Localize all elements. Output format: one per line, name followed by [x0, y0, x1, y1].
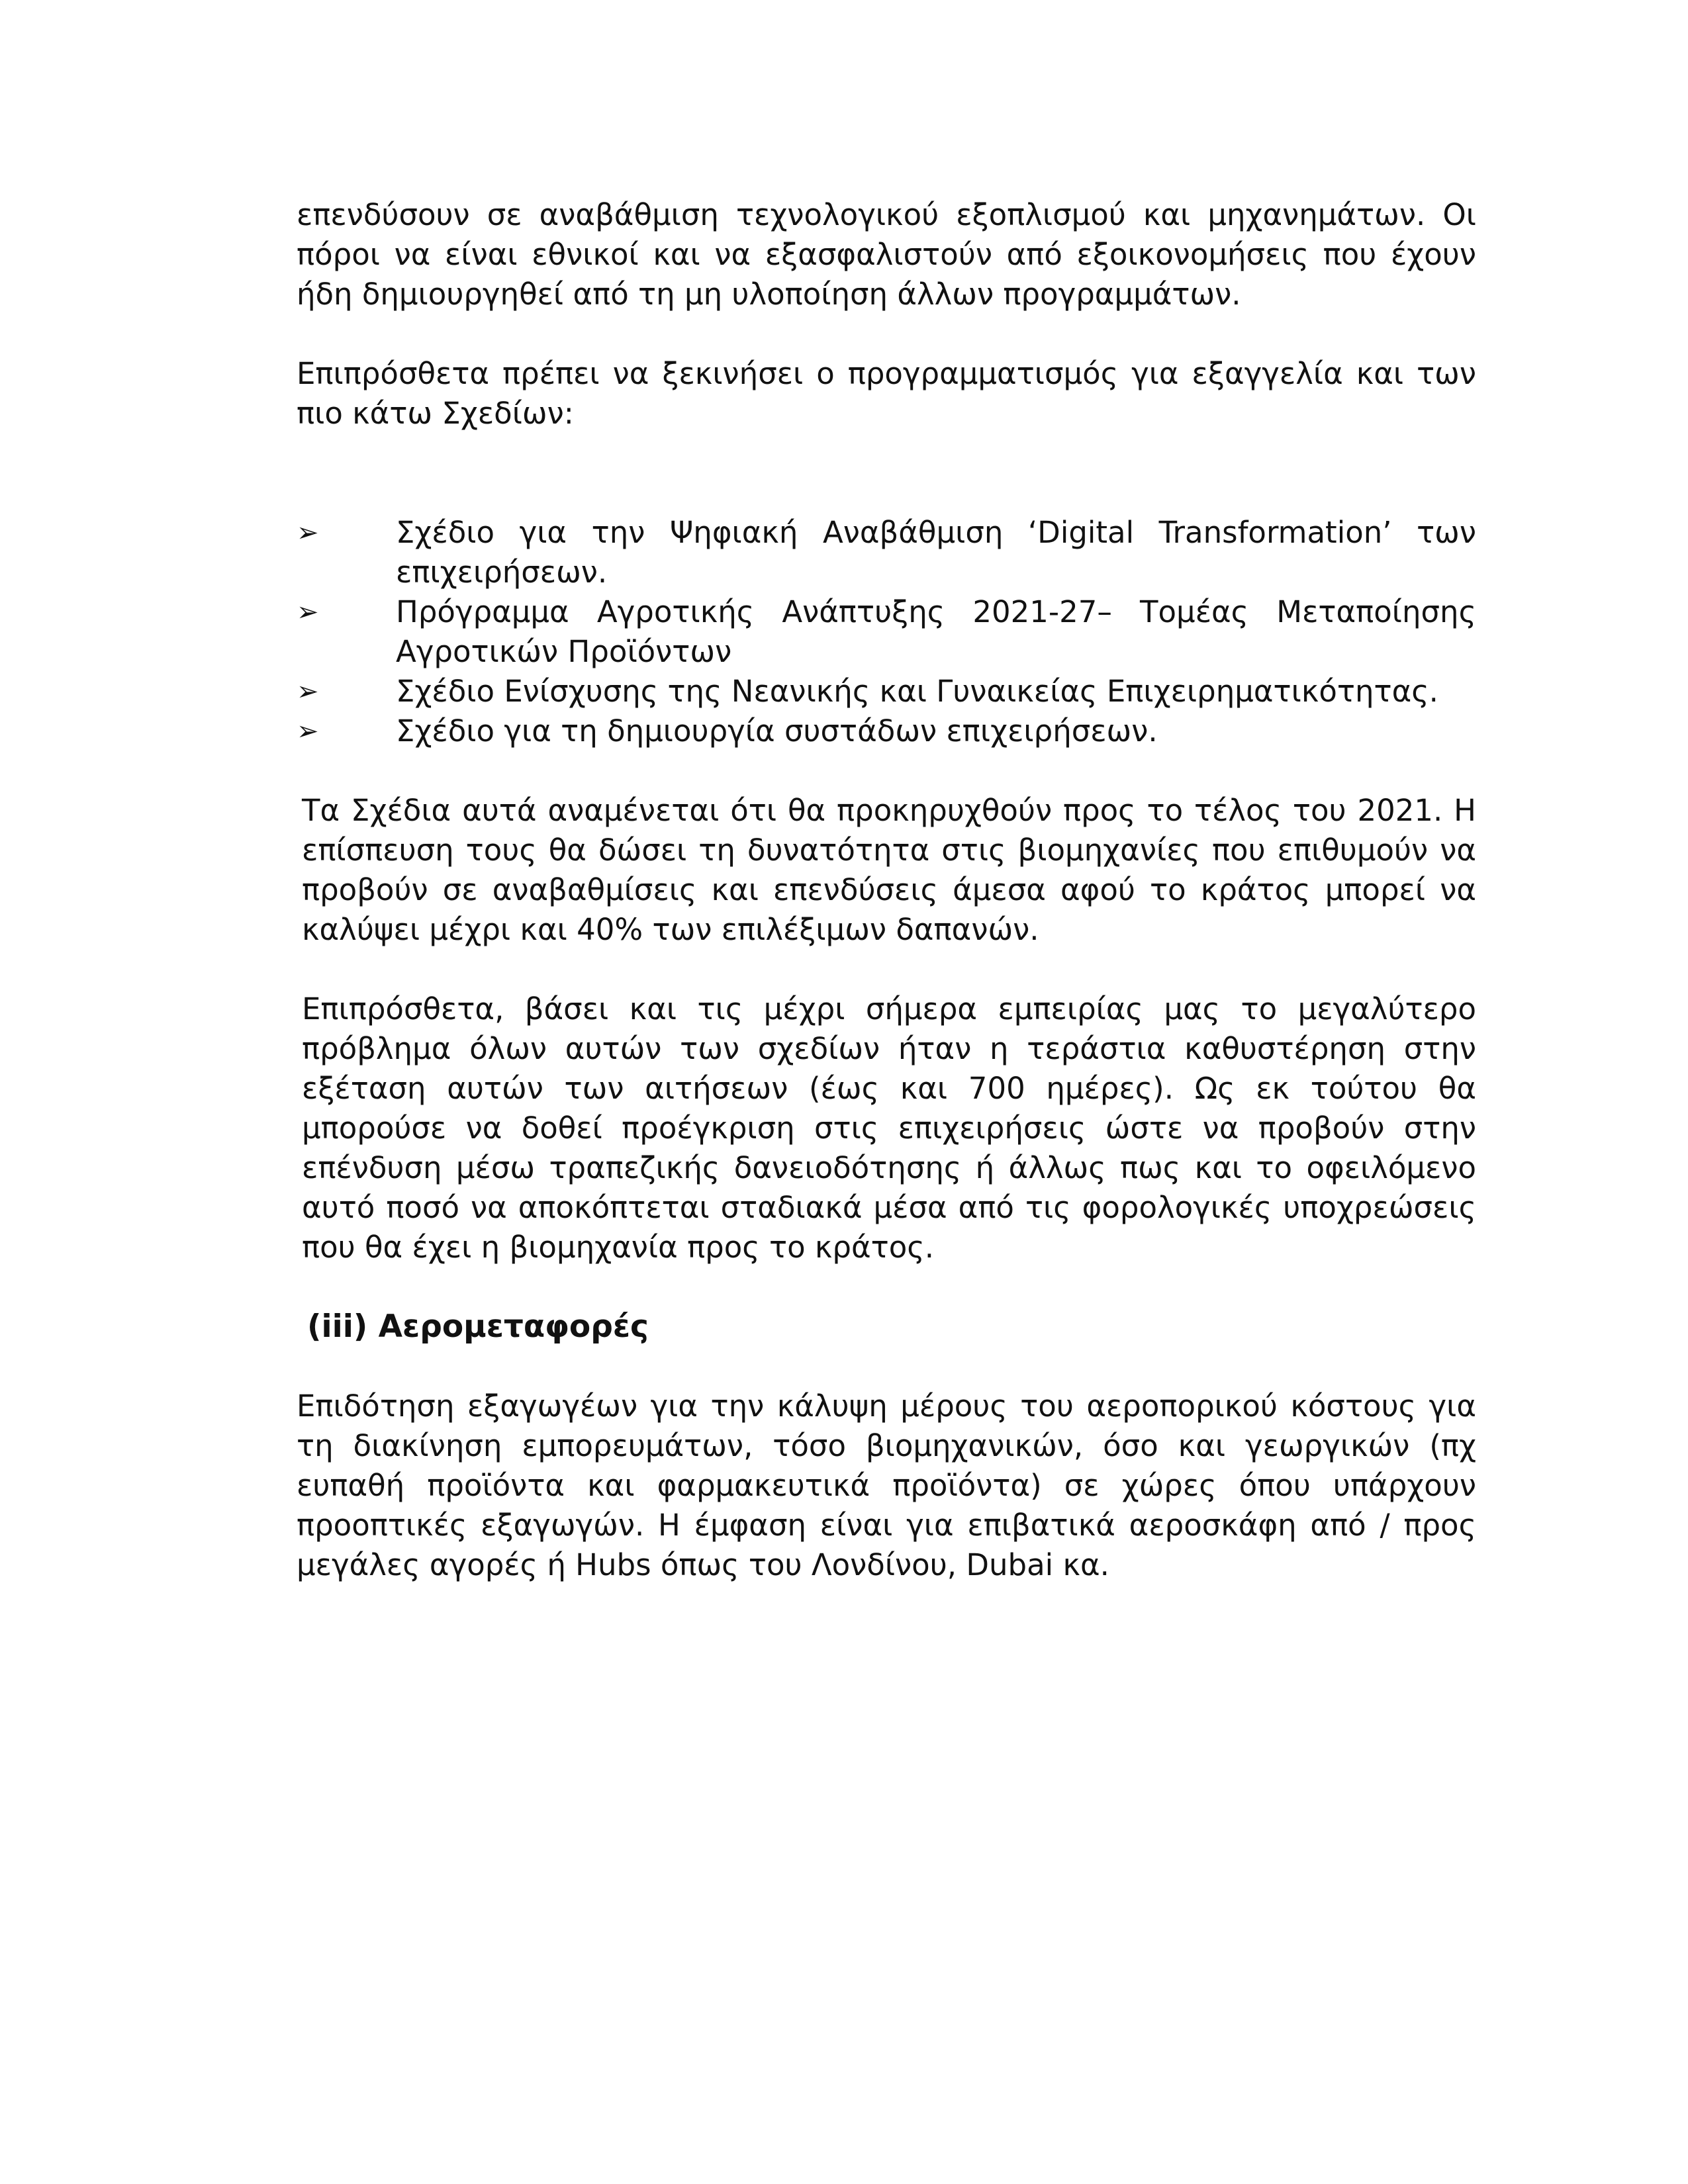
list-item-text: Πρόγραμμα Αγροτικής Ανάπτυξης 2021-27– Τομέας Μεταποίησης Αγροτικών Προϊόντων: [396, 594, 1476, 669]
list-item-text: Σχέδιο για τη δημιουργία συστάδων επιχειρήσεων.: [396, 713, 1158, 749]
arrowhead-bullet-icon: ➢: [297, 518, 319, 548]
arrowhead-bullet-icon: ➢: [297, 597, 319, 627]
list-item: [297, 672, 1476, 711]
spacer: [297, 433, 1476, 513]
section-heading-air-transport: (iii) Αερομεταφορές: [307, 1308, 649, 1345]
page-content: [297, 195, 1476, 1585]
paragraph-planning-intro: Επιπρόσθετα πρέπει να ξεκινήσει ο προγραμματισμός για εξαγγελία και των πιο κάτω Σχεδίων:: [297, 356, 1476, 431]
spacer: [297, 950, 1476, 989]
spacer: [297, 751, 1476, 791]
spacer: [297, 1347, 1476, 1387]
paragraph-delays-preapproval: Επιπρόσθετα, βάσει και τις μέχρι σήμερα εμπειρίας μας το μεγαλύτερο πρόβλημα όλων αυτών των σχεδίων ήταν η τεράστια καθυστέρηση στην εξέταση αυτών των αιτήσεων (έως και 700 ημέρες). Ως εκ τούτου θα μπορούσε να δοθεί προέγκριση στις επιχειρήσεις ώστε να προβούν στην επένδυση μέσω τραπεζικής δανειοδότησης ή άλλως πως και το οφειλόμενο αυτό ποσό να αποκόπτεται σταδιακά μέσα από τις φορολογικές υποχρεώσεις που θα έχει η βιομηχανία προς το κράτος.: [302, 991, 1476, 1265]
paragraph-schemes-timing: Τα Σχέδια αυτά αναμένεται ότι θα προκηρυχθούν προς το τέλος του 2021. Η επίσπευση τους θα δώσει τη δυνατότητα στις βιομηχανίες που επιθυμούν να προβούν σε αναβαθμίσεις και επενδύσεις άμεσα αφού το κράτος μπορεί να καλύψει μέχρι και 40% των επιλέξιμων δαπανών.: [302, 793, 1476, 947]
list-item: [297, 592, 1476, 672]
arrowhead-bullet-icon: ➢: [297, 676, 319, 707]
spacer: [297, 314, 1476, 354]
schemes-bullet-list: [297, 513, 1476, 751]
list-item-text: Σχέδιο Ενίσχυσης της Νεανικής και Γυναικείας Επιχειρηματικότητας.: [396, 674, 1438, 709]
list-item: [297, 711, 1476, 751]
paragraph-air-freight-subsidy: Επιδότηση εξαγωγέων για την κάλυψη μέρους του αεροπορικού κόστους για τη διακίνηση εμπορευμάτων, τόσο βιομηχανικών, όσο και γεωργικών (πχ ευπαθή προϊόντα και φαρμακευτικά προϊόντα) σε χώρες όπου υπάρχουν προοπτικές εξαγωγών. Η έμφαση είναι για επιβατικά αεροσκάφη από / προς μεγάλες αγορές ή Hubs όπως του Λονδίνου, Dubai κα.: [297, 1388, 1476, 1582]
list-item-text: Σχέδιο για την Ψηφιακή Αναβάθμιση ‘Digital Transformation’ των επιχειρήσεων.: [396, 515, 1476, 590]
arrowhead-bullet-icon: ➢: [297, 716, 319, 747]
paragraph-investment-resources: επενδύσουν σε αναβάθμιση τεχνολογικού εξοπλισμού και μηχανημάτων. Οι πόροι να είναι εθνικοί και να εξασφαλιστούν από εξοικονομήσεις που έχουν ήδη δημιουργηθεί από τη μη υλοποίηση άλλων προγραμμάτων.: [297, 197, 1476, 312]
spacer: [297, 1267, 1476, 1307]
list-item: [297, 513, 1476, 592]
